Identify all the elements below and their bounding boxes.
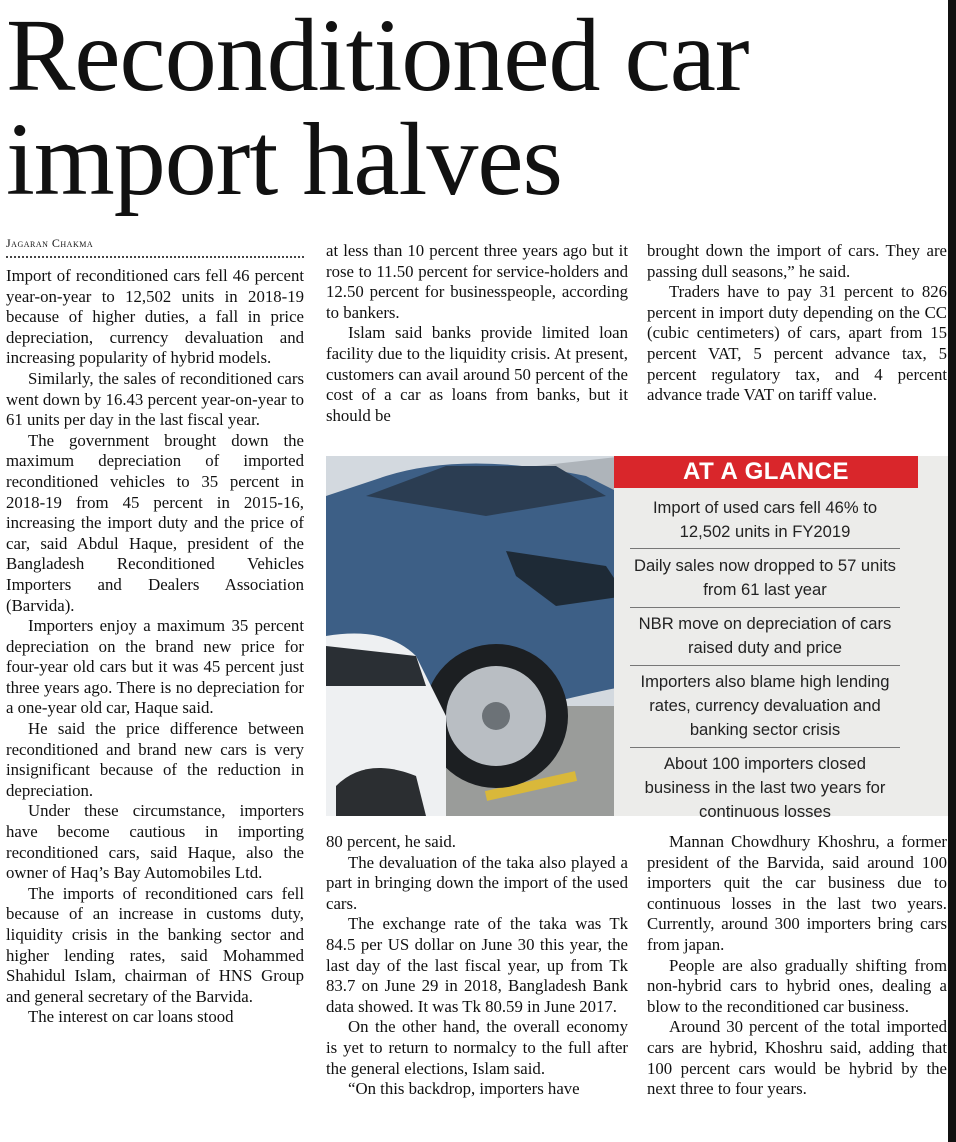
glance-divider: [630, 665, 900, 666]
glance-divider: [630, 747, 900, 748]
column-3-top: [647, 241, 947, 406]
paragraph: Similarly, the sales of reconditioned cars went down by 16.43 percent year-on-year to 61 units per day in the last fiscal year.: [6, 368, 304, 430]
paragraph: “On this backdrop, importers have: [348, 1079, 580, 1099]
at-a-glance-box: [614, 456, 948, 821]
glance-item: About 100 importers closed business in the last two years for continuous losses: [644, 754, 886, 821]
paragraph: Import of reconditioned cars fell 46 percent year-on-year to 12,502 units in 2018-19 because of higher duties, a fall in price depreciation, currency devaluation and increasing popularity of hybrid models.: [6, 266, 304, 368]
glance-item: Import of used cars fell 46% to 12,502 units in FY2019: [652, 498, 878, 541]
column-1: [6, 266, 304, 1028]
paragraph: He said the price difference between reconditioned and brand new cars is very insignificant because of the reduction in depreciation.: [6, 719, 304, 800]
glance-item: Importers also blame high lending rates, currency devaluation and banking sector crisis: [640, 672, 890, 739]
paragraph: at less than 10 percent three years ago but it rose to 11.50 percent for service-holders and 12.50 percent for businesspeople, according to bankers.: [326, 241, 628, 322]
glance-title: AT A GLANCE: [614, 456, 918, 488]
headline: [6, 0, 749, 217]
glance-divider: [630, 607, 900, 608]
paragraph: The exchange rate of the taka was Tk 84.5 per US dollar on June 30 this year, the last day of the last fiscal year, up from Tk 83.7 on June 29 in 2018, Bangladesh Bank data showed. It was Tk 80.59 in June 2017.: [326, 914, 628, 1016]
byline-divider: [6, 256, 304, 258]
paragraph: brought down the import of cars. They are passing dull seasons,” he said.: [647, 241, 947, 281]
glance-item: Daily sales now dropped to 57 units from 61 last year: [634, 556, 896, 599]
paragraph: Mannan Chowdhury Khoshru, a former president of the Barvida, said around 100 importers quit the car business due to continuous losses in the last two years. Currently, around 300 importers bring cars from japan.: [647, 832, 947, 954]
paragraph: Islam said banks provide limited loan facility due to the liquidity crisis. At present, customers can avail around 50 percent of the cost of a car as loans from banks, but it should be: [326, 323, 628, 425]
glance-item: NBR move on depreciation of cars raised duty and price: [638, 614, 892, 657]
headline-line-2: import halves: [6, 102, 563, 217]
page-edge-bar: [948, 0, 956, 1142]
column-2-bottom: [326, 832, 628, 1100]
paragraph: The government brought down the maximum depreciation of imported reconditioned vehicles to 35 percent in 2018-19 from 45 percent in 2015-16, increasing the import duty and the price of car, said Abdul Haque, president of the Bangladesh Reconditioned Vehicles Importers and Dealers Association (Barvida).: [6, 430, 304, 615]
byline: Jagaran Chakma: [6, 236, 94, 250]
glance-divider: [630, 548, 900, 549]
column-3-bottom: [647, 832, 947, 1100]
paragraph: On the other hand, the overall economy is yet to return to normalcy to the full after the general elections, Islam said.: [326, 1017, 628, 1078]
paragraph: Around 30 percent of the total imported cars are hybrid, Khoshru said, adding that 100 percent cars would be hybrid by the next three to four years.: [647, 1017, 947, 1099]
paragraph: The devaluation of the taka also played a part in bringing down the import of the used cars.: [326, 852, 628, 913]
paragraph: 80 percent, he said.: [326, 832, 457, 851]
paragraph: Importers enjoy a maximum 35 percent depreciation on the brand new price for four-year old cars but it was 45 percent just three years ago. There is no depreciation for a one-year old car, Haque said.: [6, 616, 304, 718]
paragraph: People are also gradually shifting from non-hybrid cars to hybrid ones, dealing a blow to the reconditioned car business.: [647, 955, 947, 1016]
headline-line-1: Reconditioned car: [6, 0, 749, 113]
paragraph: The interest on car loans stood: [28, 1007, 234, 1027]
paragraph: Under these circumstance, importers have become cautious in importing reconditioned cars, said Haque, also the owner of Haq’s Bay Automobiles Ltd.: [6, 801, 304, 883]
paragraph: Traders have to pay 31 percent to 826 percent in import duty depending on the CC (cubic centimeters) of cars, apart from 15 percent VAT, 5 percent advance tax, 5 percent regulatory tax, and 4 percent advance trade VAT on tariff value.: [647, 282, 947, 405]
paragraph: The imports of reconditioned cars fell because of an increase in customs duty, liquidity crisis in the banking sector and higher lending rates, said Mohammed Shahidul Islam, chairman of HNS Group and general secretary of the Barvida.: [6, 883, 304, 1006]
column-2-top: [326, 241, 628, 426]
